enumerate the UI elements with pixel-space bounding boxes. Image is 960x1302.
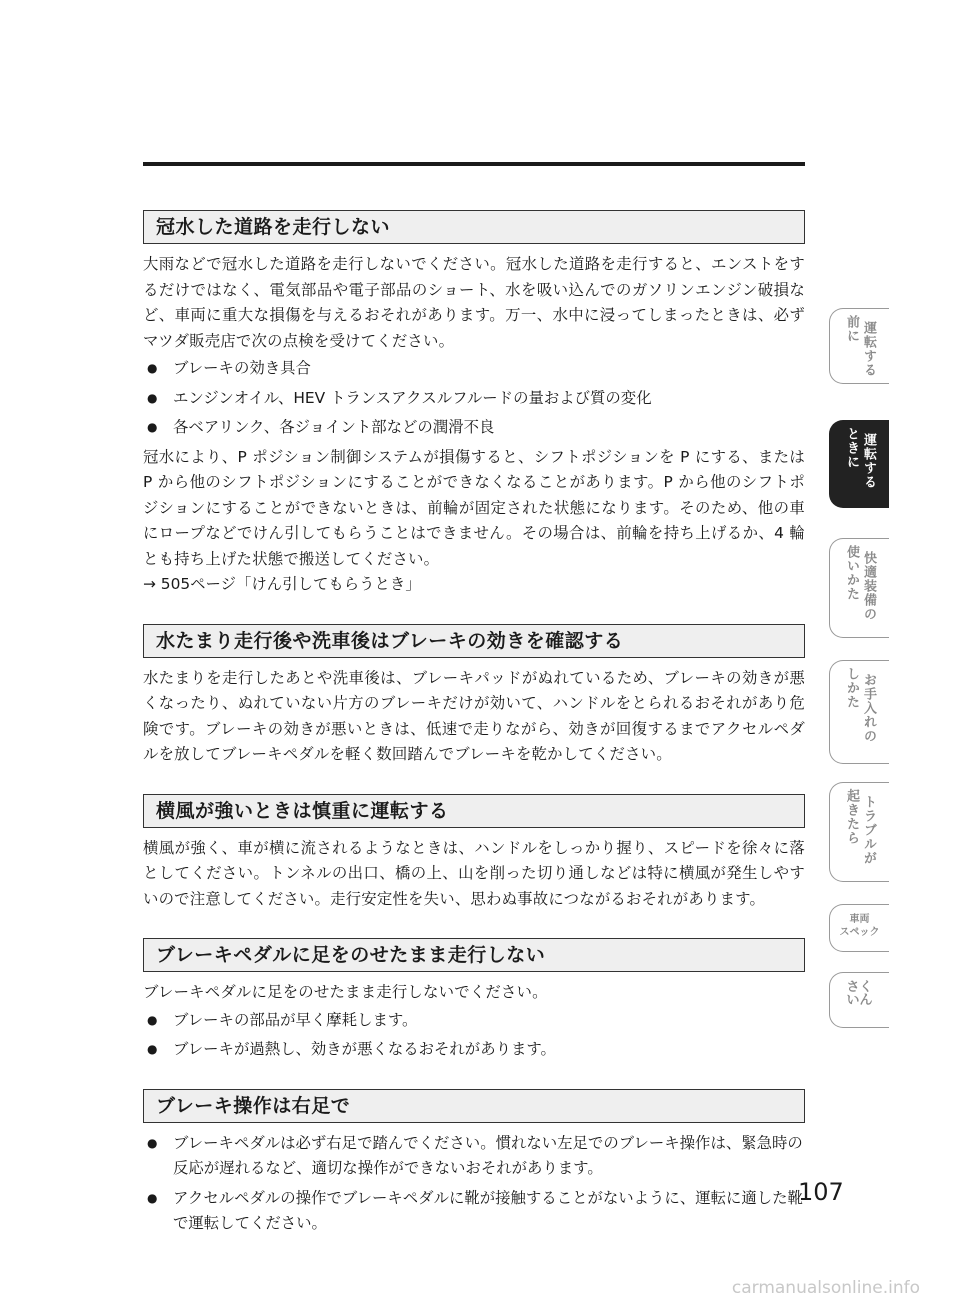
bullet-text: 各ベアリンク、各ジョイント部などの潤滑不良 <box>173 418 495 436</box>
chapter-tab-label: 車両 <box>849 914 870 925</box>
chapter-tab-label: ときに <box>844 427 859 469</box>
bullet-dot-icon: ● <box>147 361 158 375</box>
page-number: 107 <box>798 1178 844 1206</box>
chapter-tab[interactable] <box>829 660 889 764</box>
bullet-dot-icon: ● <box>147 420 158 434</box>
chapter-tab-label: トラブルが <box>861 795 876 865</box>
page-reference: → 505ページ「けん引してもらうとき」 <box>143 575 421 593</box>
page-content <box>143 210 805 1263</box>
bullet-item <box>143 1186 805 1237</box>
chapter-tab-label: 起きたら <box>844 789 859 845</box>
section-heading: 冠水した道路を走行しない <box>143 210 805 244</box>
chapter-tab-label: しかた <box>844 667 859 709</box>
bullet-dot-icon: ● <box>147 1042 158 1056</box>
watermark: carmanualsonline.info <box>731 1278 920 1298</box>
bullet-text: ブレーキが過熱し、効きが悪くなるおそれがあります。 <box>173 1040 556 1058</box>
chapter-tab-label: 運転する <box>861 433 876 489</box>
chapter-tab[interactable] <box>829 308 889 384</box>
section-heading: 横風が強いときは慎重に運転する <box>143 794 805 828</box>
chapter-tab[interactable] <box>829 972 889 1028</box>
section <box>143 624 805 768</box>
chapter-tab-label: お手入れの <box>861 673 876 743</box>
bullet-dot-icon: ● <box>147 1190 158 1205</box>
chapter-tab[interactable] <box>829 782 889 882</box>
bullet-item <box>143 1008 805 1034</box>
chapter-tab[interactable] <box>829 904 889 952</box>
bullet-item <box>143 386 805 412</box>
bullet-dot-icon: ● <box>147 1012 158 1027</box>
bullet-item <box>143 415 805 441</box>
chapter-tab[interactable] <box>829 538 889 638</box>
paragraph: 冠水により、P ポジション制御システムが損傷すると、シフトポジションを P にする、または P から他のシフトポジションにすることができなくなることがあります。P から他のシフトポジションにすることができないときは、前輪が固定された状態になります。そのため、他の車にロープなどでけん引してもらうことはできません。その場合は、前輪を持ち上げるか、4 輪とも持ち上げた状態で搬送してください。 <box>143 447 805 568</box>
bullet-item <box>143 356 805 382</box>
bullet-item <box>143 1037 805 1063</box>
paragraph: 横風が強く、車が横に流されるようなときは、ハンドルをしっかり握り、スピードを徐々に落としてください。トンネルの出口、橋の上、山を削った切り通しなどは特に横風が発生しやすいので注意してください。走行安定性を失い、思わぬ事故につながるおそれがあります。 <box>143 838 805 908</box>
bullet-dot-icon: ● <box>147 1135 158 1150</box>
chapter-tab-label: いん <box>846 993 873 1008</box>
bullet-text: ブレーキの部品が早く摩耗します。 <box>173 1010 418 1029</box>
bullet-text: エンジンオイル、HEV トランスアクスルフルードの量および質の変化 <box>173 388 652 407</box>
paragraph: 水たまりを走行したあとや洗車後は、ブレーキパッドがぬれているため、ブレーキの効きが悪くなったり、ぬれていない片方のブレーキだけが効いて、ハンドルをとられるおそれがあり危険です。ブレーキの効きが悪いときは、低速で走りながら、効きが回復するまでアクセルペダルを放してブレーキペダルを軽く数回踏んでブレーキを乾かしてください。 <box>143 668 805 763</box>
paragraph: ブレーキペダルに足をのせたまま走行しないでください。 <box>143 983 548 1001</box>
bullet-dot-icon: ● <box>147 390 158 405</box>
chapter-tab-label: 使いかた <box>844 545 859 601</box>
chapter-tab-label: 運転する <box>861 321 876 377</box>
bullet-text: ブレーキペダルは必ず右足で踏んでください。慣れない左足でのブレーキ操作は、緊急時の反応が遅れるなど、適切な操作ができないおそれがあります。 <box>173 1133 803 1177</box>
section <box>143 1089 805 1237</box>
chapter-tab-label: 快適装備の <box>861 551 876 621</box>
section-heading: ブレーキ操作は右足で <box>143 1089 805 1123</box>
section <box>143 938 805 1063</box>
chapter-tab-label: スペック <box>839 927 880 938</box>
bullet-text: ブレーキの効き具合 <box>173 359 311 377</box>
section-heading: ブレーキペダルに足をのせたまま走行しない <box>143 938 805 972</box>
bullet-text: アクセルペダルの操作でブレーキペダルに靴が接触することがないように、運転に適した靴で運転してください。 <box>173 1188 803 1232</box>
top-rule <box>143 162 805 166</box>
chapter-tab[interactable] <box>829 420 889 508</box>
chapter-tab-label: 前に <box>844 315 859 343</box>
paragraph: 大雨などで冠水した道路を走行しないでください。冠水した道路を走行すると、エンストをするだけではなく、電気部品や電子部品のショート、水を吸い込んでのガソリンエンジン破損など、車両に重大な損傷を与えるおそれがあります。万一、水中に浸ってしまったときは、必ずマツダ販売店で次の点検を受けてください。 <box>143 255 805 350</box>
bullet-item <box>143 1131 805 1182</box>
section-heading: 水たまり走行後や洗車後はブレーキの効きを確認する <box>143 624 805 658</box>
section <box>143 210 805 598</box>
chapter-tab-label: さく <box>846 980 873 995</box>
section <box>143 794 805 913</box>
